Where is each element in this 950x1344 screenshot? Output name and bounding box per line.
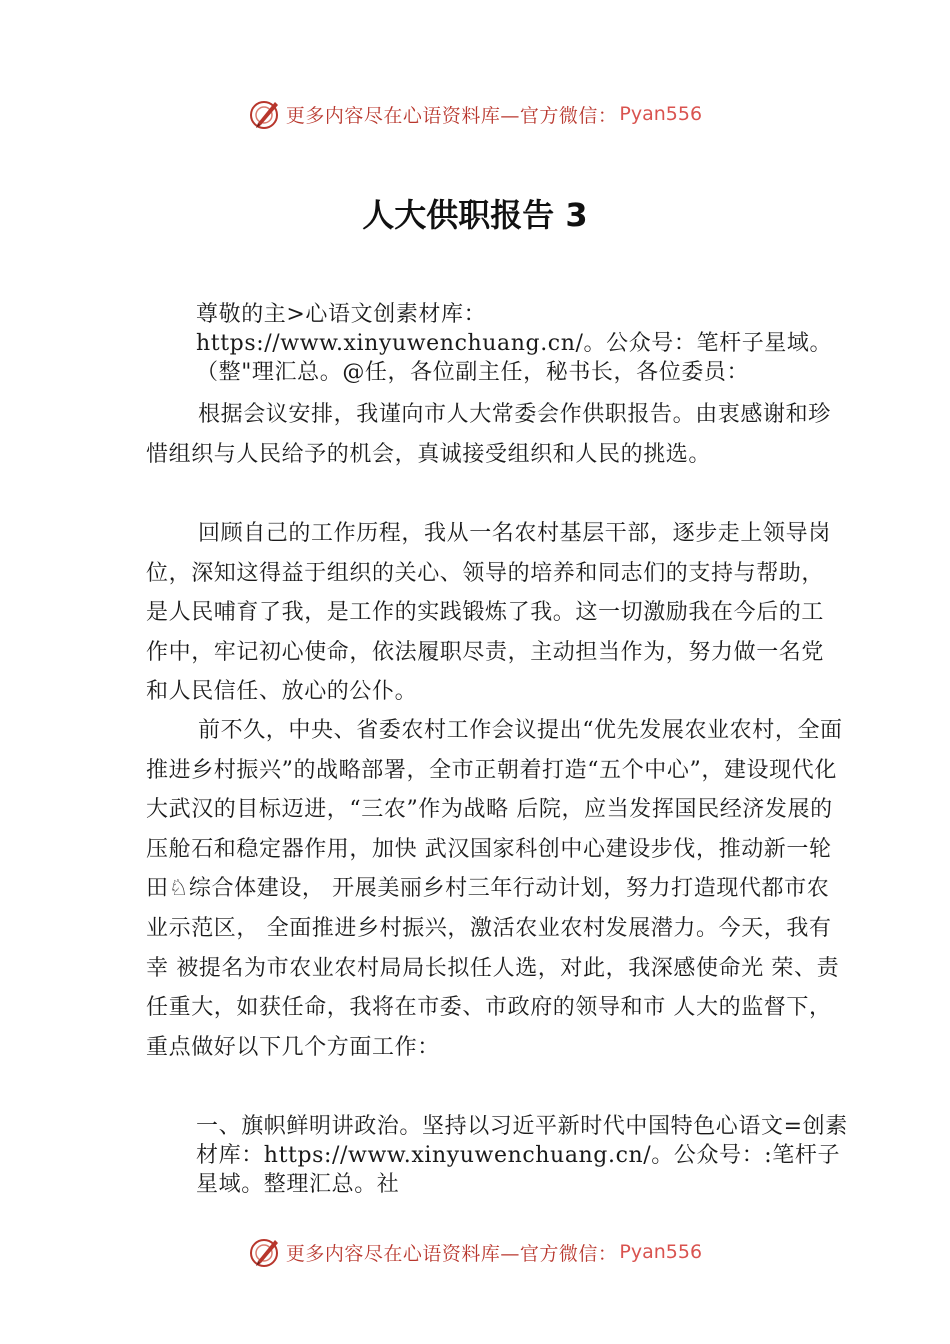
banner-text: 更多内容尽在心语资料库—官方微信：	[285, 1242, 618, 1265]
paragraph-1: 根据会议安排，我谨向市人大常委会作供职报告。由衷感谢和珍惜组织与人民给予的机会，真诚接受组织和人民的挑选。	[146, 402, 831, 467]
header-banner	[0, 94, 950, 134]
watermark-quote-1: 尊敬的主>心语文创素材库：https://www.xinyuwenchuang.cn/。公众号：笔杆子星域。（整"理汇总。@任，各位副主任，秘书长，各位委员：	[196, 302, 833, 385]
watermark-quote-2: 一、旗帜鲜明讲政治。坚持以习近平新时代中国特色心语文=创素材库：https://www.xinyuwenchuang.cn/。公众号：:笔杆子星域。整理汇总。社	[196, 1114, 848, 1197]
pen-logo-icon	[248, 97, 282, 131]
pen-logo-icon	[248, 1235, 282, 1269]
banner-text: 更多内容尽在心语资料库—官方微信：	[285, 104, 618, 127]
document-title: 人大供职报告 3	[362, 196, 588, 234]
footer-banner	[0, 1232, 950, 1272]
paragraph-3: 前不久，中央、省委农村工作会议提出“优先发展农业农村，全面推进乡村振兴”的战略部署，全市正朝着打造“五个中心”，建设现代化大武汉的目标迈进，“三农”作为战略 后院，应当发挥国民经济发展的压舱石和稳定器作用，加快 武汉国家科创中心建设步伐，推动新一轮田♘综合体建设， 开展美丽乡村三年行动计划，努力打造现代都市农业示范区， 全面推进乡村振兴，激活农业农村发展潜力。今天，我有幸 被提名为市农业农村局局长拟任人选，对此，我深感使命光 荣、责任重大，如获任命，我将在市委、市政府的领导和市 人大的监督下，重点做好以下几个方面工作：	[146, 718, 843, 1060]
paragraph-2: 回顾自己的工作历程，我从一名农村基层干部，逐步走上领导岗位，深知这得益于组织的关心、领导的培养和同志们的支持与帮助，是人民哺育了我，是工作的实践锻炼了我。这一切激励我在今后的工作中，牢记初心使命，依法履职尽责，主动担当作为，努力做一名党和人民信任、放心的公仆。	[146, 521, 831, 705]
wechat-id: Pyan556	[619, 1241, 703, 1263]
wechat-id: Pyan556	[619, 103, 703, 125]
